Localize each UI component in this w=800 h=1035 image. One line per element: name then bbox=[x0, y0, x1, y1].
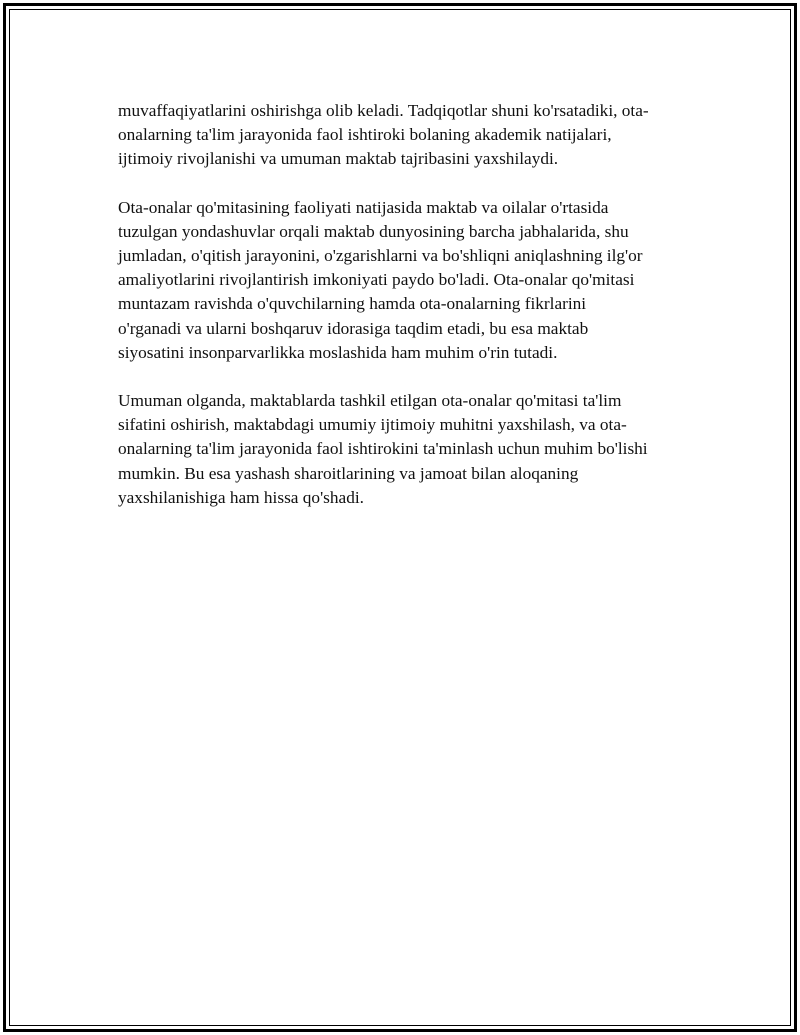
text-line: o'rganadi va ularni boshqaruv idorasiga taqdim etadi, bu esa maktab bbox=[118, 318, 589, 338]
text-line: Umuman olganda, maktablarda tashkil etilgan ota-onalar qo'mitasi ta'lim bbox=[118, 391, 622, 411]
text-line: ijtimoiy rivojlanishi va umuman maktab tajribasini yaxshilaydi. bbox=[118, 149, 559, 169]
text-line: sifatini oshirish, maktabdagi umumiy ijtimoiy muhitni yaxshilash, va ota- bbox=[118, 415, 627, 435]
paragraph-1 bbox=[118, 99, 698, 172]
page-border bbox=[3, 3, 797, 1032]
text-line: mumkin. Bu esa yashash sharoitlarining va jamoat bilan aloqaning bbox=[118, 463, 579, 483]
paragraph-2 bbox=[118, 196, 698, 365]
text-line: amaliyotlarini rivojlantirish imkoniyati paydo bo'ladi. Ota-onalar qo'mitasi bbox=[118, 270, 635, 290]
text-line: onalarning ta'lim jarayonida faol ishtirokini ta'minlash uchun muhim bo'lishi bbox=[118, 439, 648, 459]
text-line: tuzulgan yondashuvlar orqali maktab dunyosining barcha jabhalarida, shu bbox=[118, 221, 629, 241]
document-body bbox=[118, 99, 698, 534]
text-line: onalarning ta'lim jarayonida faol ishtiroki bolaning akademik natijalari, bbox=[118, 125, 612, 145]
text-line: jumladan, o'qitish jarayonini, o'zgarishlarni va bo'shliqni aniqlashning ilg'or bbox=[118, 246, 643, 266]
text-line: yaxshilanishiga ham hissa qo'shadi. bbox=[118, 487, 364, 507]
text-line: muvaffaqiyatlarini oshirishga olib keladi. Tadqiqotlar shuni ko'rsatadiki, ota- bbox=[118, 101, 649, 120]
paragraph-3 bbox=[118, 389, 698, 510]
text-line: Ota-onalar qo'mitasining faoliyati natijasida maktab va oilalar o'rtasida bbox=[118, 197, 609, 217]
text-line: muntazam ravishda o'quvchilarning hamda ota-onalarning fikrlarini bbox=[118, 294, 587, 314]
text-line: siyosatini insonparvarlikka moslashida ham muhim o'rin tutadi. bbox=[118, 342, 558, 362]
